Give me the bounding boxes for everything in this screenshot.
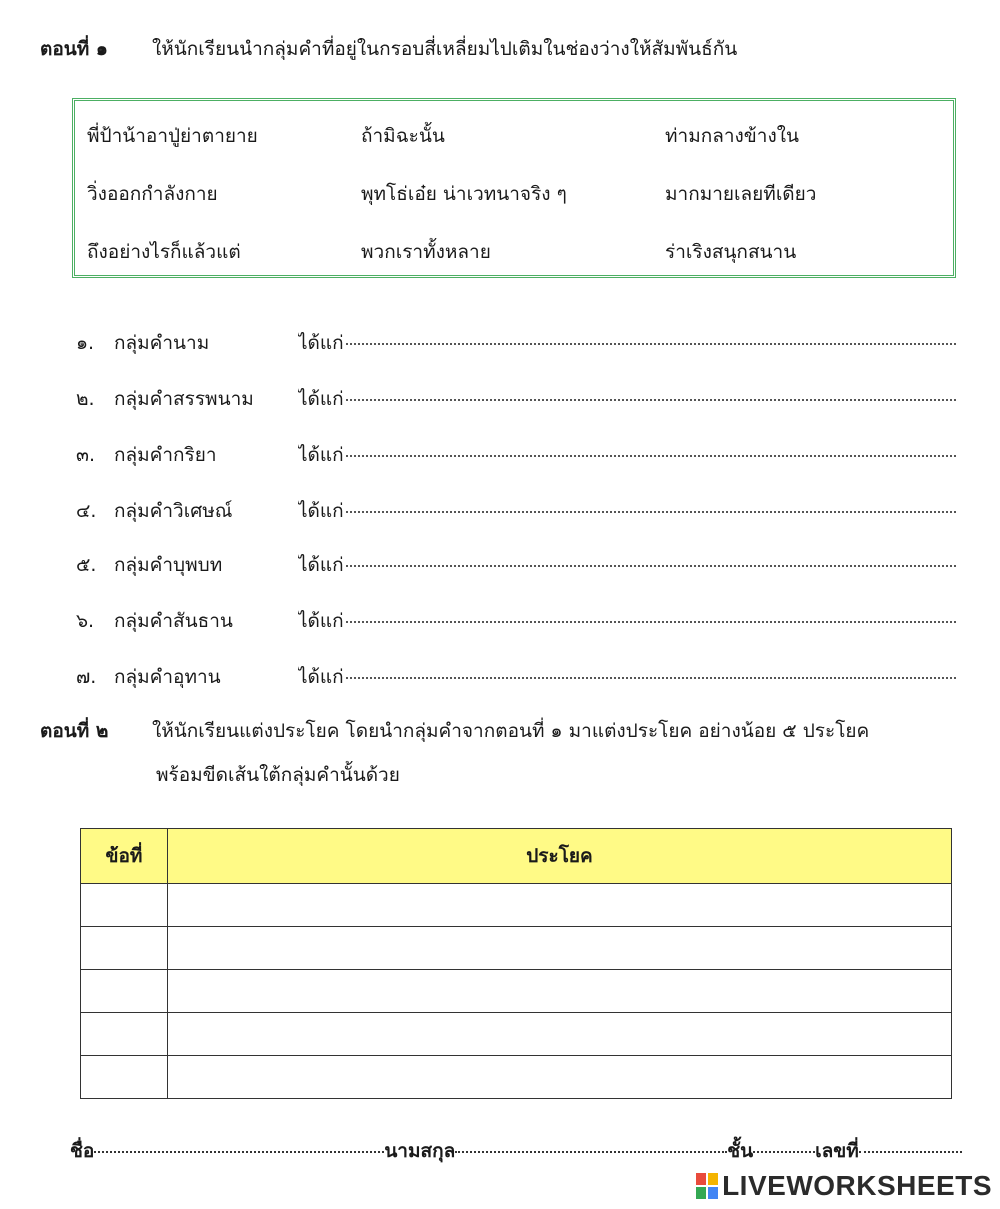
question-number: ๒. bbox=[76, 388, 95, 410]
answer-field[interactable] bbox=[298, 606, 956, 636]
sentence-table bbox=[80, 828, 952, 1099]
item-number-cell[interactable] bbox=[81, 1013, 168, 1056]
table-header-row bbox=[81, 829, 952, 884]
table-row bbox=[81, 1056, 952, 1099]
answer-field[interactable] bbox=[298, 662, 956, 692]
liveworksheets-logo bbox=[696, 1170, 992, 1202]
answer-label: ได้แก่ bbox=[298, 388, 344, 410]
answer-label: ได้แก่ bbox=[298, 610, 344, 632]
question-label: กลุ่มคำสรรพนาม bbox=[114, 388, 254, 410]
word-box bbox=[72, 98, 956, 278]
brand-text: LIVEWORKSHEETS bbox=[722, 1170, 992, 1201]
part2-instruction-line1: ให้นักเรียนแต่งประโยค โดยนำกลุ่มคำจากตอนที่ ๑ มาแต่งประโยค อย่างน้อย ๕ ประโยค bbox=[152, 720, 870, 742]
question-number: ๑. bbox=[76, 332, 95, 354]
answer-label: ได้แก่ bbox=[298, 500, 344, 522]
question-label: กลุ่มคำกริยา bbox=[114, 444, 217, 466]
question-label: กลุ่มคำอุทาน bbox=[114, 666, 221, 688]
table-row bbox=[81, 884, 952, 927]
answer-dotted-line[interactable] bbox=[346, 621, 956, 623]
question-number: ๖. bbox=[76, 610, 95, 632]
sentence-cell[interactable] bbox=[168, 1013, 952, 1056]
word-item[interactable]: มากมายเลยทีเดียว bbox=[665, 183, 817, 205]
sentence-cell[interactable] bbox=[168, 1056, 952, 1099]
question-number: ๕. bbox=[76, 554, 97, 576]
class-label: ชั้น bbox=[727, 1140, 754, 1162]
item-number-cell[interactable] bbox=[81, 970, 168, 1013]
item-number-cell[interactable] bbox=[81, 884, 168, 927]
word-item[interactable]: พุทโธ่เอ๋ย น่าเวทนาจริง ๆ bbox=[361, 183, 567, 205]
question-number: ๓. bbox=[76, 444, 96, 466]
answer-label: ได้แก่ bbox=[298, 332, 344, 354]
answer-dotted-line[interactable] bbox=[346, 455, 956, 457]
answer-label: ได้แก่ bbox=[298, 554, 344, 576]
surname-field[interactable] bbox=[455, 1151, 727, 1153]
answer-dotted-line[interactable] bbox=[346, 511, 956, 513]
word-item[interactable]: ถ้ามิฉะนั้น bbox=[361, 125, 445, 147]
answer-field[interactable] bbox=[298, 440, 956, 470]
table-row bbox=[81, 970, 952, 1013]
answer-dotted-line[interactable] bbox=[346, 565, 956, 567]
word-item[interactable]: ร่าเริงสนุกสนาน bbox=[665, 241, 797, 263]
answer-dotted-line[interactable] bbox=[346, 677, 956, 679]
part1-instruction: ให้นักเรียนนำกลุ่มคำที่อยู่ในกรอบสี่เหลี่ยมไปเติมในช่องว่างให้สัมพันธ์กัน bbox=[152, 38, 738, 60]
question-label: กลุ่มคำวิเศษณ์ bbox=[114, 500, 233, 522]
question-number: ๗. bbox=[76, 666, 97, 688]
table-row bbox=[81, 1013, 952, 1056]
brand-icon bbox=[696, 1173, 718, 1199]
answer-field[interactable] bbox=[298, 550, 956, 580]
sentence-cell[interactable] bbox=[168, 884, 952, 927]
question-label: กลุ่มคำนาม bbox=[114, 332, 210, 354]
word-item[interactable]: วิ่งออกกำลังกาย bbox=[87, 183, 218, 205]
answer-dotted-line[interactable] bbox=[346, 343, 956, 345]
word-item[interactable]: ท่ามกลางข้างใน bbox=[665, 125, 800, 147]
student-info-line bbox=[70, 1136, 962, 1166]
number-field[interactable] bbox=[859, 1151, 962, 1153]
part2-instruction-line2: พร้อมขีดเส้นใต้กลุ่มคำนั้นด้วย bbox=[156, 764, 400, 786]
question-number: ๔. bbox=[76, 500, 97, 522]
name-field[interactable] bbox=[94, 1151, 384, 1153]
class-field[interactable] bbox=[753, 1151, 815, 1153]
name-label: ชื่อ bbox=[70, 1140, 95, 1162]
part1-label: ตอนที่ ๑ bbox=[40, 38, 108, 60]
question-label: กลุ่มคำบุพบท bbox=[114, 554, 223, 576]
answer-field[interactable] bbox=[298, 496, 956, 526]
answer-field[interactable] bbox=[298, 328, 956, 358]
answer-field[interactable] bbox=[298, 384, 956, 414]
item-number-cell[interactable] bbox=[81, 927, 168, 970]
answer-dotted-line[interactable] bbox=[346, 399, 956, 401]
surname-label: นามสกุล bbox=[384, 1140, 456, 1162]
header-item-number: ข้อที่ bbox=[81, 829, 168, 884]
part2-label: ตอนที่ ๒ bbox=[40, 720, 109, 742]
word-item[interactable]: พวกเราทั้งหลาย bbox=[361, 241, 491, 263]
answer-label: ได้แก่ bbox=[298, 666, 344, 688]
header-sentence: ประโยค bbox=[168, 829, 952, 884]
sentence-cell[interactable] bbox=[168, 927, 952, 970]
word-item[interactable]: ถึงอย่างไรก็แล้วแต่ bbox=[87, 241, 241, 263]
number-label: เลขที่ bbox=[815, 1140, 859, 1162]
sentence-cell[interactable] bbox=[168, 970, 952, 1013]
item-number-cell[interactable] bbox=[81, 1056, 168, 1099]
answer-label: ได้แก่ bbox=[298, 444, 344, 466]
question-label: กลุ่มคำสันธาน bbox=[114, 610, 233, 632]
word-item[interactable]: พี่ป้าน้าอาปู่ย่าตายาย bbox=[87, 125, 258, 147]
table-row bbox=[81, 927, 952, 970]
